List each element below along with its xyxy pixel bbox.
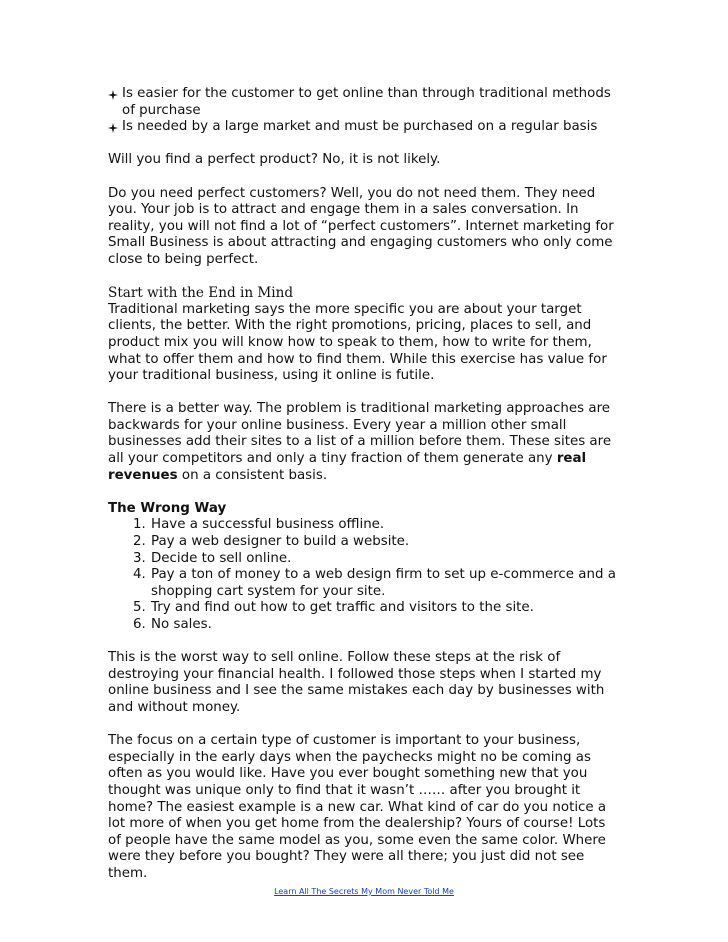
section-wrong-way bbox=[108, 501, 620, 634]
list-item: 6. No sales. bbox=[150, 617, 620, 634]
section-end-in-mind bbox=[108, 285, 620, 385]
list-item: 2. Pay a web designer to build a website. bbox=[150, 534, 620, 551]
document-body bbox=[108, 86, 620, 899]
paragraph-perfect-customers: Do you need perfect customers? Well, you do not need them. They need you. Your job is to attract and engage them in a sales conversation. In reality, you will not find a lot of “perfect customers”. Internet marketing for Small Business is about attracting and engaging customers who only come close to being perfect. bbox=[108, 185, 614, 267]
footer-link[interactable]: Learn All The Secrets My Mom Never Told Me bbox=[274, 887, 454, 896]
section-heading: Start with the End in Mind bbox=[108, 285, 294, 302]
section-heading: The Wrong Way bbox=[108, 500, 227, 516]
bullet-text: Is easier for the customer to get online than through traditional methods of purchase bbox=[122, 86, 611, 118]
paragraph-better-way bbox=[108, 401, 620, 484]
paragraph-worst-way: This is the worst way to sell online. Follow these steps at the risk of destroying your financial health. I followed those steps when I started my online business and I see the same mistakes each day by businesses with and without money. bbox=[108, 650, 605, 715]
section-text: Traditional marketing says the more specific you are about your target clients, the better. With the right promotions, pricing, places to sell, and product mix you will know how to speak to them, how to write for them, what to offer them and how to find them. While this exercise has value for your traditional business, using it online is futile. bbox=[108, 301, 607, 384]
list-item: 1. Have a successful business offline. bbox=[150, 517, 620, 534]
list-item: 4. Pay a ton of money to a web design firm to set up e-commerce and a shopping cart system for your site. bbox=[150, 567, 620, 600]
bullet-list bbox=[108, 86, 620, 136]
bullet-text: Is needed by a large market and must be purchased on a regular basis bbox=[122, 119, 598, 135]
numbered-list bbox=[108, 517, 620, 633]
paragraph-focus: The focus on a certain type of customer is important to your business, especially in the early days when the paychecks might no be coming as often as you would like. Have you ever bought something new that you thought was unique only to find that it wasn’t …… after you brought it home? The easiest example is a new car. What kind of car do you notice a lot more of when you get home from the dealership? Yours of course! Lots of people have the same model as you, some even the same color. Where were they before you bought? They were all there; you just did not see them. bbox=[108, 733, 607, 881]
bullet-item bbox=[108, 119, 620, 136]
diamond-bullet-icon bbox=[108, 123, 118, 133]
bullet-item bbox=[108, 86, 620, 119]
bold-text: real revenues bbox=[108, 451, 587, 483]
diamond-bullet-icon bbox=[108, 90, 118, 100]
paragraph-perfect-product: Will you find a perfect product? No, it is not likely. bbox=[108, 152, 441, 168]
text-run: There is a better way. The problem is traditional marketing approaches are backwards for your online business. Every year a million other small businesses add their sites to a list of a million before them. These sites are all your competitors and only a tiny fraction of them generate any bbox=[108, 401, 612, 467]
list-item: 5. Try and find out how to get traffic and visitors to the site. bbox=[150, 600, 620, 617]
list-item: 3. Decide to sell online. bbox=[150, 551, 620, 568]
page-footer bbox=[0, 887, 728, 897]
text-run: on a consistent basis. bbox=[177, 467, 328, 483]
